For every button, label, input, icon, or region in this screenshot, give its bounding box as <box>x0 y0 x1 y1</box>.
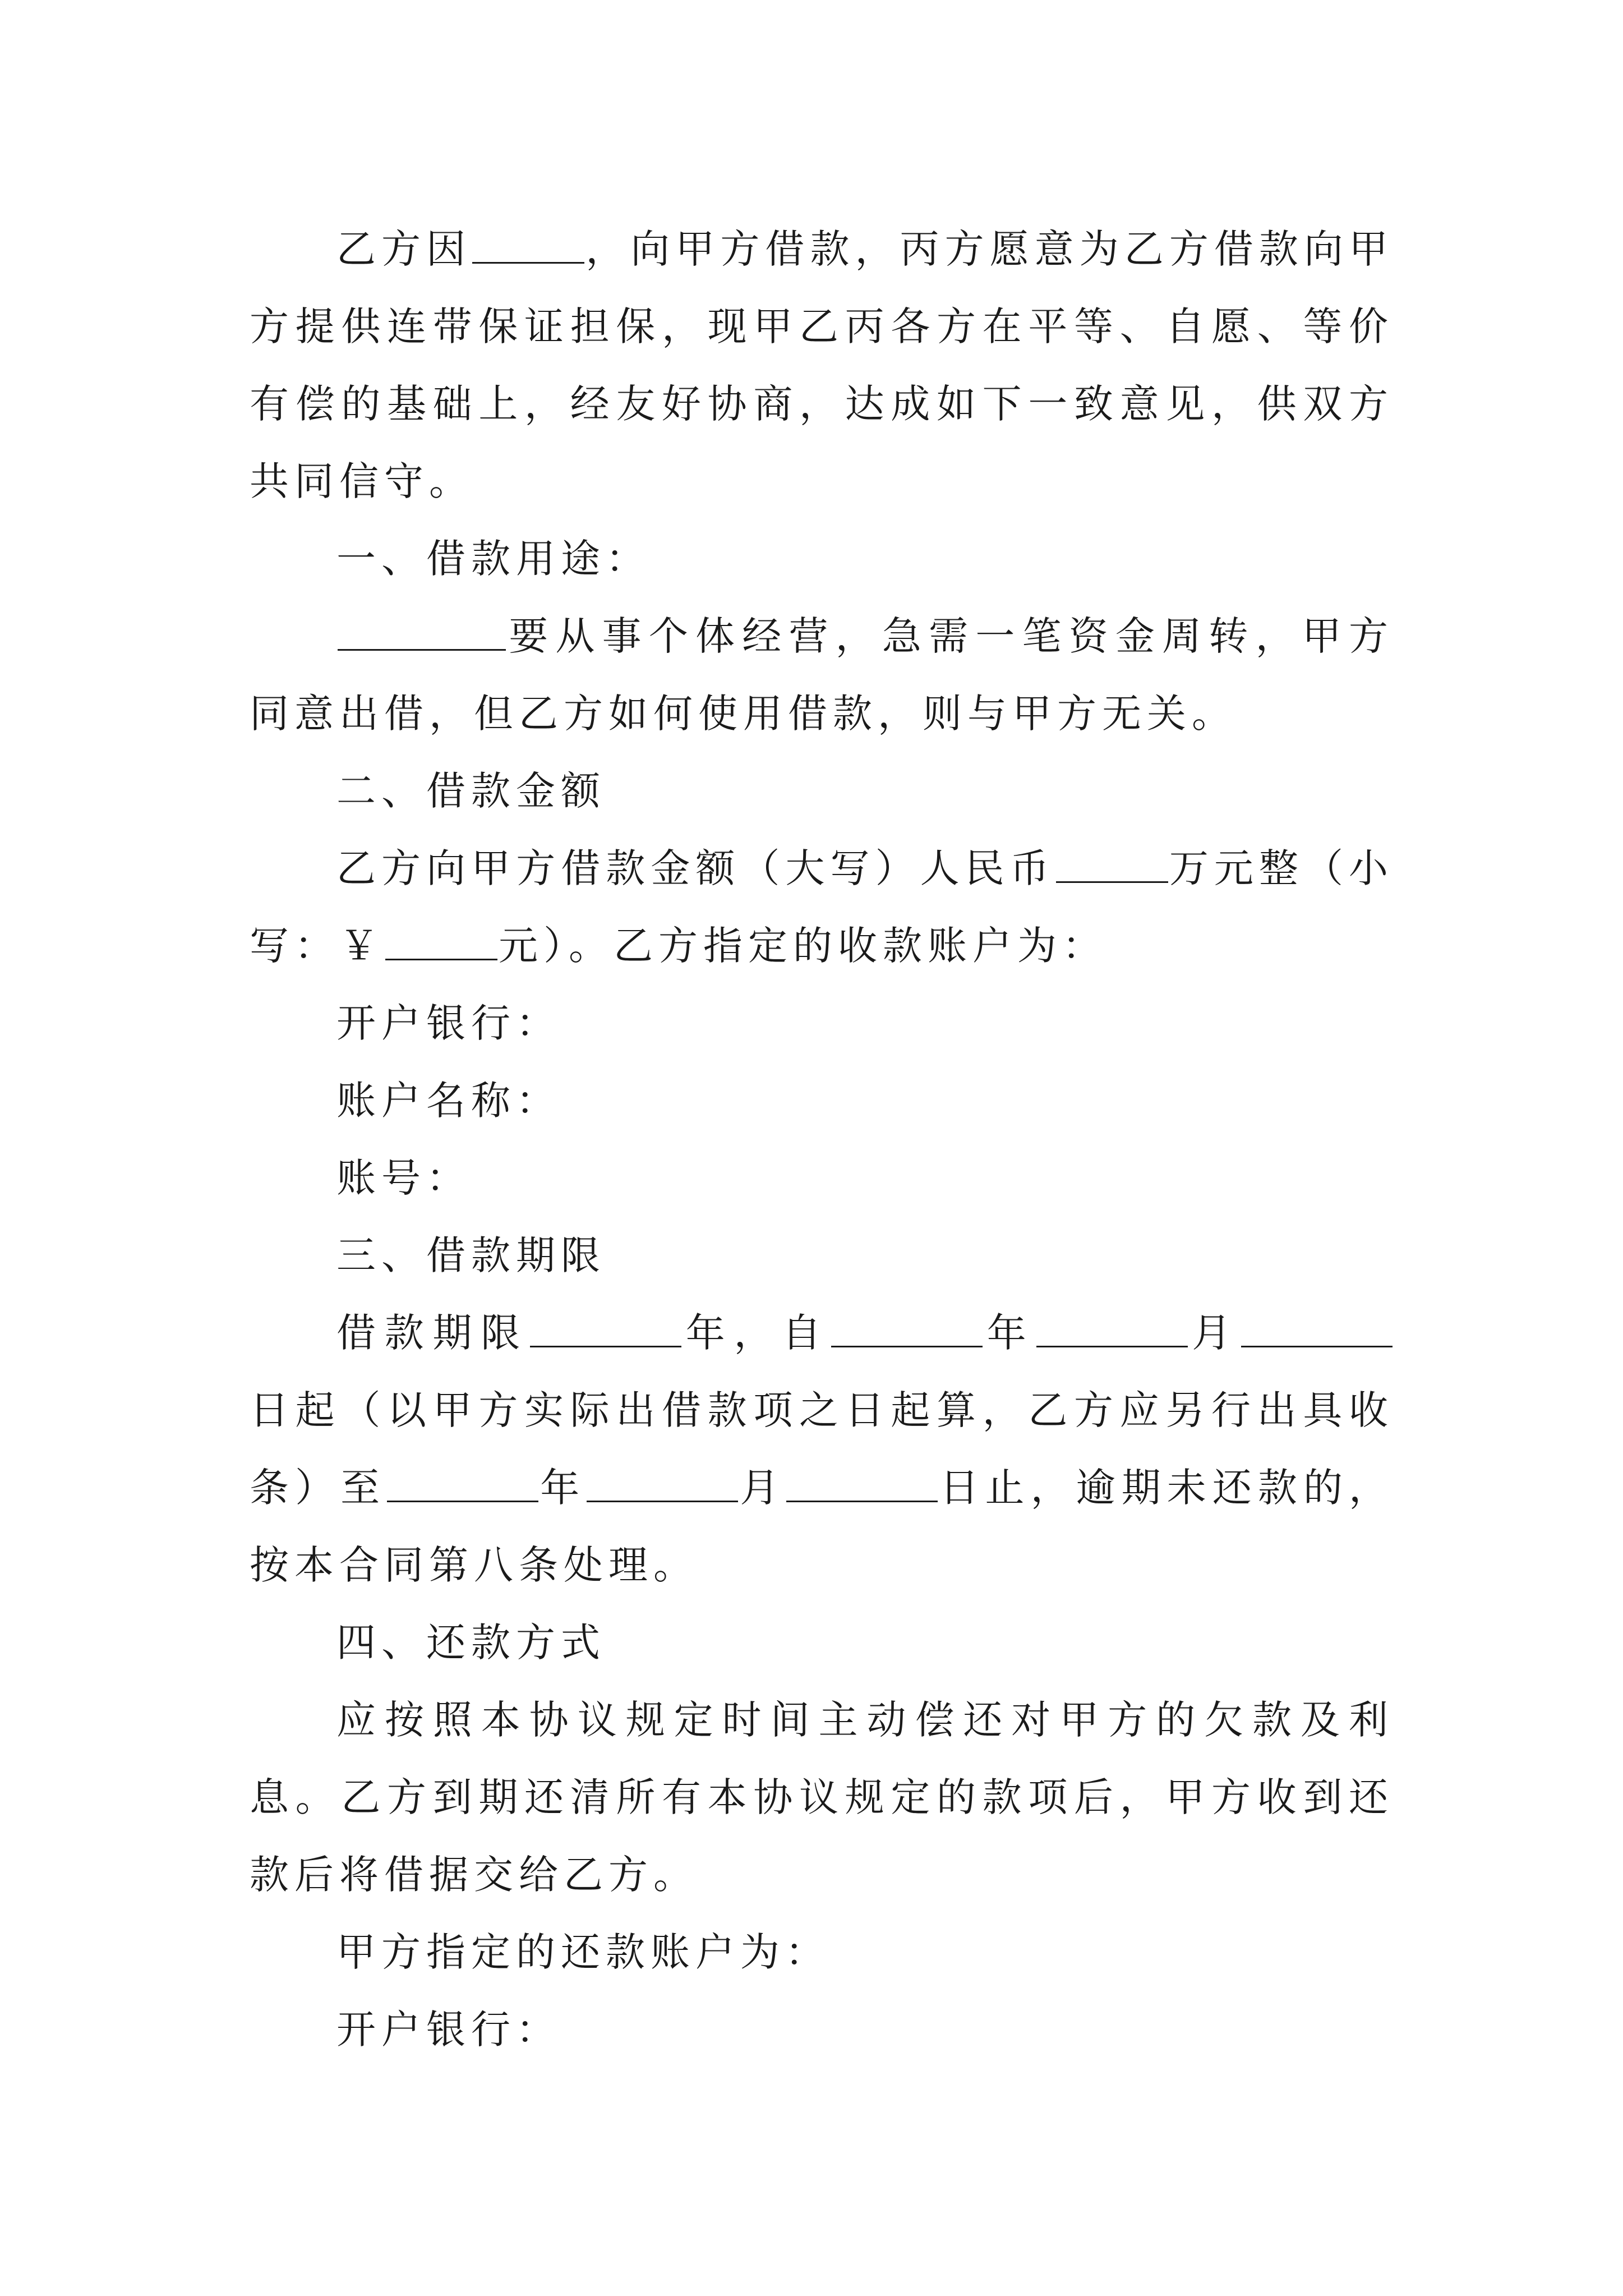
bank-label: 开户银行： <box>336 1000 561 1046</box>
start-year-blank <box>831 1312 983 1347</box>
intro-paragraph: 乙方因 ，向甲方借款，丙方愿意为乙方借款向甲方提供连带保证担保，现甲乙丙各方在平等、自愿、等价有偿的基础上，经友好协商，达成如下一致意见，供双方共同信守。 <box>250 226 1394 504</box>
end-month-blank <box>587 1467 738 1502</box>
purpose-blank <box>338 615 506 651</box>
reason-blank <box>472 228 584 264</box>
document-body <box>250 210 1394 2068</box>
section-2-heading: 二、借款金额 <box>336 768 606 814</box>
section-4-heading: 四、还款方式 <box>336 1619 606 1665</box>
account-number-label: 账号： <box>336 1155 471 1201</box>
end-day-blank <box>786 1467 938 1502</box>
repay-account-label: 甲方指定的还款账户为： <box>336 1929 830 1975</box>
repay-bank-label: 开户银行： <box>336 2007 561 2053</box>
start-month-blank <box>1036 1312 1188 1347</box>
section-3-heading: 三、借款期限 <box>336 1232 606 1278</box>
section-1-body: 要从事个体经营，急需一笔资金周转，甲方同意出借，但乙方如何使用借款，则与甲方无关。 <box>250 613 1394 737</box>
section-2-body: 乙方向甲方借款金额（大写）人民币 万元整（小写：￥ 元）。乙方指定的收款账户为： <box>250 845 1394 969</box>
start-day-blank <box>1241 1312 1393 1347</box>
section-3-body: 借款期限 年，自 年 月日起（以甲方实际出借款项之日起算，乙方应另行出具收条）至 年 月 日止，逾期未还款的，按本合同第八条处理。 <box>250 1310 1394 1588</box>
section-1-heading: 一、借款用途： <box>336 536 651 582</box>
term-years-blank <box>530 1312 681 1347</box>
section-4-body: 应按照本协议规定时间主动偿还对甲方的欠款及利息。乙方到期还清所有本协议规定的款项后，甲方收到还款后将借据交给乙方。 <box>250 1697 1394 1898</box>
amount-lowercase-blank <box>385 925 497 960</box>
account-name-label: 账户名称： <box>336 1078 561 1124</box>
end-year-blank <box>387 1467 538 1502</box>
amount-uppercase-blank <box>1056 848 1168 883</box>
